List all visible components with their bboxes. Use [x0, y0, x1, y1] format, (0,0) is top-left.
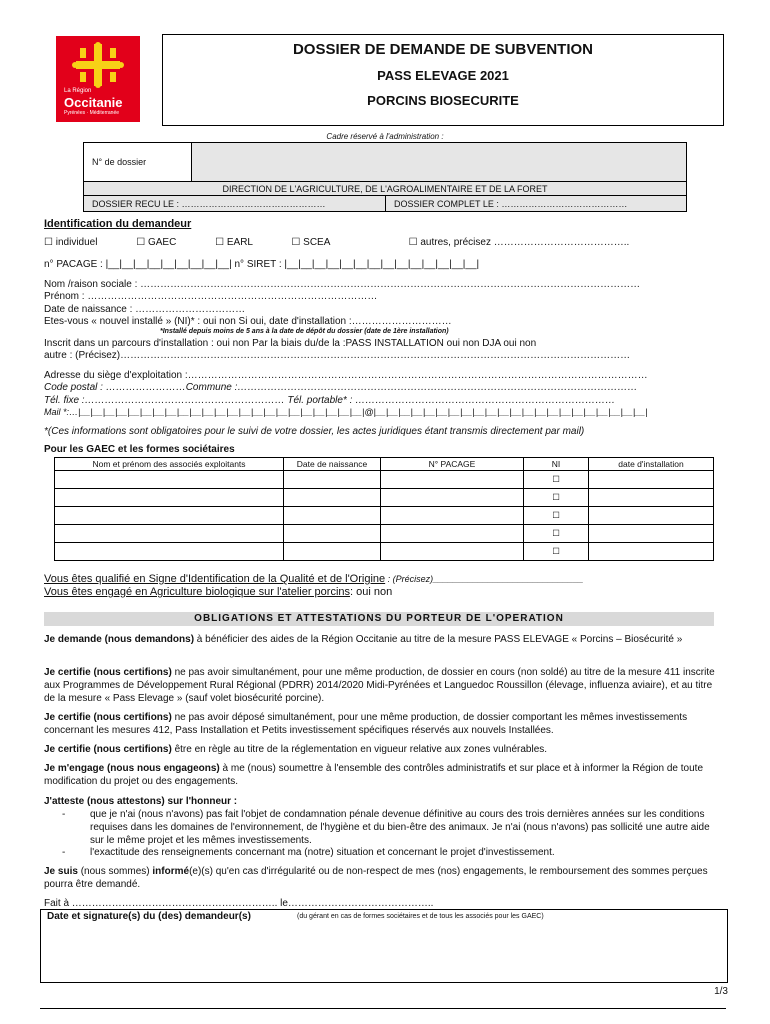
paragraph-text: être en règle au titre de la réglementation en vigueur relative aux zones vulnérables. [171, 744, 548, 755]
column-header: NI [524, 458, 589, 471]
signature-box[interactable] [40, 909, 728, 983]
option-label: SCEA [303, 237, 330, 248]
gaec-heading: Pour les GAEC et les formes sociétaires [44, 444, 235, 455]
ni-checkbox[interactable] [524, 507, 589, 525]
title-box [162, 34, 724, 126]
column-header: N° PACAGE [381, 458, 524, 471]
admin-note: Cadre réservé à l'administration : [326, 132, 444, 141]
table-row [55, 471, 714, 489]
paragraph-text: (e)(s) qu'en cas d'irrégularité ou de non-respect de mes (nos) engagements, le remboursement des sommes perçues pourra être demandé. [44, 866, 708, 890]
ni-checkbox[interactable] [524, 489, 589, 507]
mail-field[interactable]: Mail *:…|__|__|__|__|__|__|__|__|__|__|__|__|__|__|__|__|__|__|__|__|__|__|__|@|__|__|__|__|__|__|__|__|__|__|__|__|__|__|__|__|__|__|__|__|__|__| [44, 407, 648, 417]
paragraph-certifie-3 [44, 743, 726, 756]
paragraph-lead: Je suis [44, 866, 78, 877]
bio-label: Vous êtes engagé en Agriculture biologique sur l'atelier porcins [44, 586, 351, 598]
admin-box [83, 142, 687, 212]
logo-line-1: La Région [64, 88, 92, 94]
bio-suffix: : oui non [350, 586, 393, 598]
ni-checkbox[interactable] [524, 543, 589, 561]
table-header-row [55, 458, 714, 471]
obligations-heading: OBLIGATIONS ET ATTESTATIONS DU PORTEUR DE L'OPERATION [44, 612, 714, 626]
paragraph-lead: Je certifie (nous certifions) [44, 712, 172, 723]
option-label: autres, précisez ………………………………….. [420, 237, 630, 248]
table-cell[interactable] [284, 525, 381, 543]
gaec-table [54, 457, 714, 561]
table-row [55, 543, 714, 561]
earl-option[interactable] [215, 237, 253, 248]
checkbox-icon [552, 510, 560, 520]
paragraph-lead: Je certifie (nous certifions) [44, 744, 172, 755]
column-header: date d'installation [589, 458, 714, 471]
qualite-suffix: : (Précisez)______________________________ [385, 574, 584, 584]
table-cell[interactable] [589, 489, 714, 507]
table-row [55, 525, 714, 543]
title-line-2: PASS ELEVAGE 2021 [377, 68, 509, 83]
table-cell[interactable] [381, 543, 524, 561]
checkbox-icon [552, 492, 560, 502]
occitan-cross-icon [72, 42, 124, 88]
paragraph-text: ne pas avoir déposé simultanément, pour une même production, de dossier comportant les mêmes investissements concernant les mesures 412, Pass Installation et Petits investissement spécifiques réservés aux nouvels Installées. [44, 712, 688, 736]
dossier-number-field [192, 143, 686, 181]
paragraph-lead: J'atteste (nous attestons) sur l'honneur : [44, 796, 238, 807]
naissance-field[interactable]: Date de naissance : …………………………… [44, 304, 246, 315]
qualite-field[interactable] [44, 573, 583, 585]
logo-line-2: Occitanie [64, 95, 123, 110]
option-label: EARL [226, 237, 253, 248]
table-cell[interactable] [381, 471, 524, 489]
ni-checkbox[interactable] [524, 471, 589, 489]
table-cell[interactable] [55, 471, 284, 489]
bullet-item [62, 846, 726, 859]
paragraph-lead: Je demande (nous demandons) [44, 634, 195, 645]
individuel-option[interactable] [44, 237, 97, 248]
table-cell[interactable] [55, 507, 284, 525]
table-cell[interactable] [589, 471, 714, 489]
page-number: 1/3 [714, 986, 728, 997]
table-cell[interactable] [55, 525, 284, 543]
autre-field[interactable]: autre : (Précisez)……………………………………………………………………………………………………………………………………… [44, 350, 631, 361]
table-cell[interactable] [55, 543, 284, 561]
nouvel-installe-field[interactable]: Etes-vous « nouvel installé » (NI)* : oui non Si oui, date d'installation :………………………… [44, 316, 452, 327]
region-logo [56, 36, 140, 122]
table-cell[interactable] [381, 525, 524, 543]
fait-a-field[interactable]: Fait à …………………………………………………….. le…………………………………….. [44, 898, 434, 909]
table-cell[interactable] [589, 543, 714, 561]
table-cell[interactable] [284, 471, 381, 489]
paragraph-certifie-1 [44, 666, 726, 705]
table-row [55, 489, 714, 507]
checkbox-icon [409, 237, 418, 248]
table-cell[interactable] [55, 489, 284, 507]
checkbox-icon [552, 474, 560, 484]
ni-checkbox[interactable] [524, 525, 589, 543]
table-cell[interactable] [284, 507, 381, 525]
paragraph-text: à bénéficier des aides de la Région Occitanie au titre de la mesure PASS ELEVAGE « Porcins – Biosécurité » [194, 634, 683, 645]
prenom-field[interactable]: Prénom : …………………………………………………………………………… [44, 291, 378, 302]
table-cell[interactable] [589, 525, 714, 543]
paragraph-informe [44, 865, 726, 891]
signature-label: Date et signature(s) du (des) demandeur(s) [47, 911, 251, 922]
checkbox-icon [552, 546, 560, 556]
paragraph-text: à me (nous) soumettre à l'ensemble des contrôles administratifs et sur place et à informer la Région de toute modification du projet ou des engagements. [44, 763, 704, 787]
dossier-recu-field: DOSSIER RECU LE : ………………………………………… [84, 195, 386, 211]
dossier-complet-field: DOSSIER COMPLET LE : …………………………………… [386, 195, 686, 211]
bullet-item [62, 808, 726, 847]
column-header: Nom et prénom des associés exploitants [55, 458, 284, 471]
logo-line-3: Pyrénées · Méditerranée [64, 110, 120, 116]
table-cell[interactable] [589, 507, 714, 525]
checkbox-icon [44, 237, 53, 248]
telephone-field[interactable]: Tél. fixe :…………………………………………………… Tél. portable* : …………………………………………………………………… [44, 395, 616, 406]
pacage-siret-field[interactable]: n° PACAGE : |__|__|__|__|__|__|__|__|__| n° SIRET : |__|__|__|__|__|__|__|__|__|__|__|__|__|__| [44, 259, 480, 270]
paragraph-engage [44, 762, 726, 788]
table-cell[interactable] [284, 489, 381, 507]
title-line-1: DOSSIER DE DEMANDE DE SUBVENTION [292, 41, 594, 58]
identification-heading: Identification du demandeur [44, 218, 192, 230]
table-cell[interactable] [381, 489, 524, 507]
checkbox-icon [215, 237, 224, 248]
qualite-label: Vous êtes qualifié en Signe d'Identification de la Qualité et de l'Origine [44, 573, 386, 585]
bullet-text: l'exactitude des renseignements concernant ma (notre) situation et concernant le projet d'investissement. [90, 847, 555, 858]
paragraph-lead: Je m'engage (nous nous engageons) [44, 763, 220, 774]
table-cell[interactable] [284, 543, 381, 561]
bottom-divider [40, 1008, 726, 1009]
parcours-field[interactable]: Inscrit dans un parcours d'installation : oui non Par la biais du/de la :PASS INSTALLATION oui non DJA oui non [44, 338, 537, 349]
nouvel-installe-note: *Installé depuis moins de 5 ans à la date de dépôt du dossier (date de 1ère installation) [160, 328, 449, 335]
gaec-option[interactable] [136, 237, 176, 248]
paragraph-text: ne pas avoir simultanément, pour une même production, de dossier en cours (non soldé) au titre de la mesure 411 inscrite aux Programmes de Développement Rural Régional (PDRR) 2014/2020 Midi-Pyrénées et Languedoc Roussillon (élevage, influenza aviaire), et au titre de la mesure « Pass Elevage » (sauf volet biosécurité porcine). [44, 667, 715, 704]
dossier-number-label: N° de dossier [84, 143, 192, 181]
dash-icon: - [62, 847, 66, 858]
code-postal-field[interactable]: Code postal : ……………………Commune :………………………………………………………………………………………………………… [44, 382, 638, 393]
title-line-3: PORCINS BIOSECURITE [367, 93, 519, 108]
nom-field[interactable]: Nom /raison sociale : …………………………………………………………………………………………………………………………………… [44, 279, 641, 290]
direction-label: DIRECTION DE L'AGRICULTURE, DE L'AGROALIMENTAIRE ET DE LA FORET [84, 181, 686, 196]
option-label: individuel [55, 237, 98, 248]
bio-field[interactable] [44, 586, 392, 598]
paragraph-demande [44, 633, 726, 646]
option-label: GAEC [147, 237, 177, 248]
adresse-field[interactable]: Adresse du siège d'exploitation :………………………………………………………………………………………………………………………… [44, 370, 648, 381]
paragraph-lead: Je certifie (nous certifions) [44, 667, 172, 678]
dash-icon: - [62, 809, 66, 820]
column-header: Date de naissance [284, 458, 381, 471]
mandatory-note: *(Ces informations sont obligatoires pour le suivi de votre dossier, les actes juridiques étant transmis directement par mail) [44, 426, 585, 437]
checkbox-icon [552, 528, 560, 538]
signature-note: (du gérant en cas de formes sociétaires et de tous les associés pour les GAEC) [297, 913, 544, 920]
bullet-text: que je n'ai (nous n'avons) pas fait l'objet de condamnation pénale devenue définitive au cours des trois dernières années sur les conditions requises dans les domaines de l'environnement, de l'hygiène et du bien-être des animaux. Je n'ai (nous n'avons) pas sollicité une autre aide sur le même projet et les mêmes investissements. [90, 809, 710, 846]
checkbox-icon [136, 237, 145, 248]
paragraph-lead: informé [152, 866, 190, 877]
status-options [44, 237, 629, 248]
table-row [55, 507, 714, 525]
paragraph-atteste [44, 795, 726, 808]
paragraph-certifie-2 [44, 711, 726, 737]
paragraph-text: (nous sommes) [77, 866, 153, 877]
checkbox-icon [291, 237, 300, 248]
scea-option[interactable] [291, 237, 329, 248]
table-cell[interactable] [381, 507, 524, 525]
autres-option[interactable] [409, 237, 630, 248]
